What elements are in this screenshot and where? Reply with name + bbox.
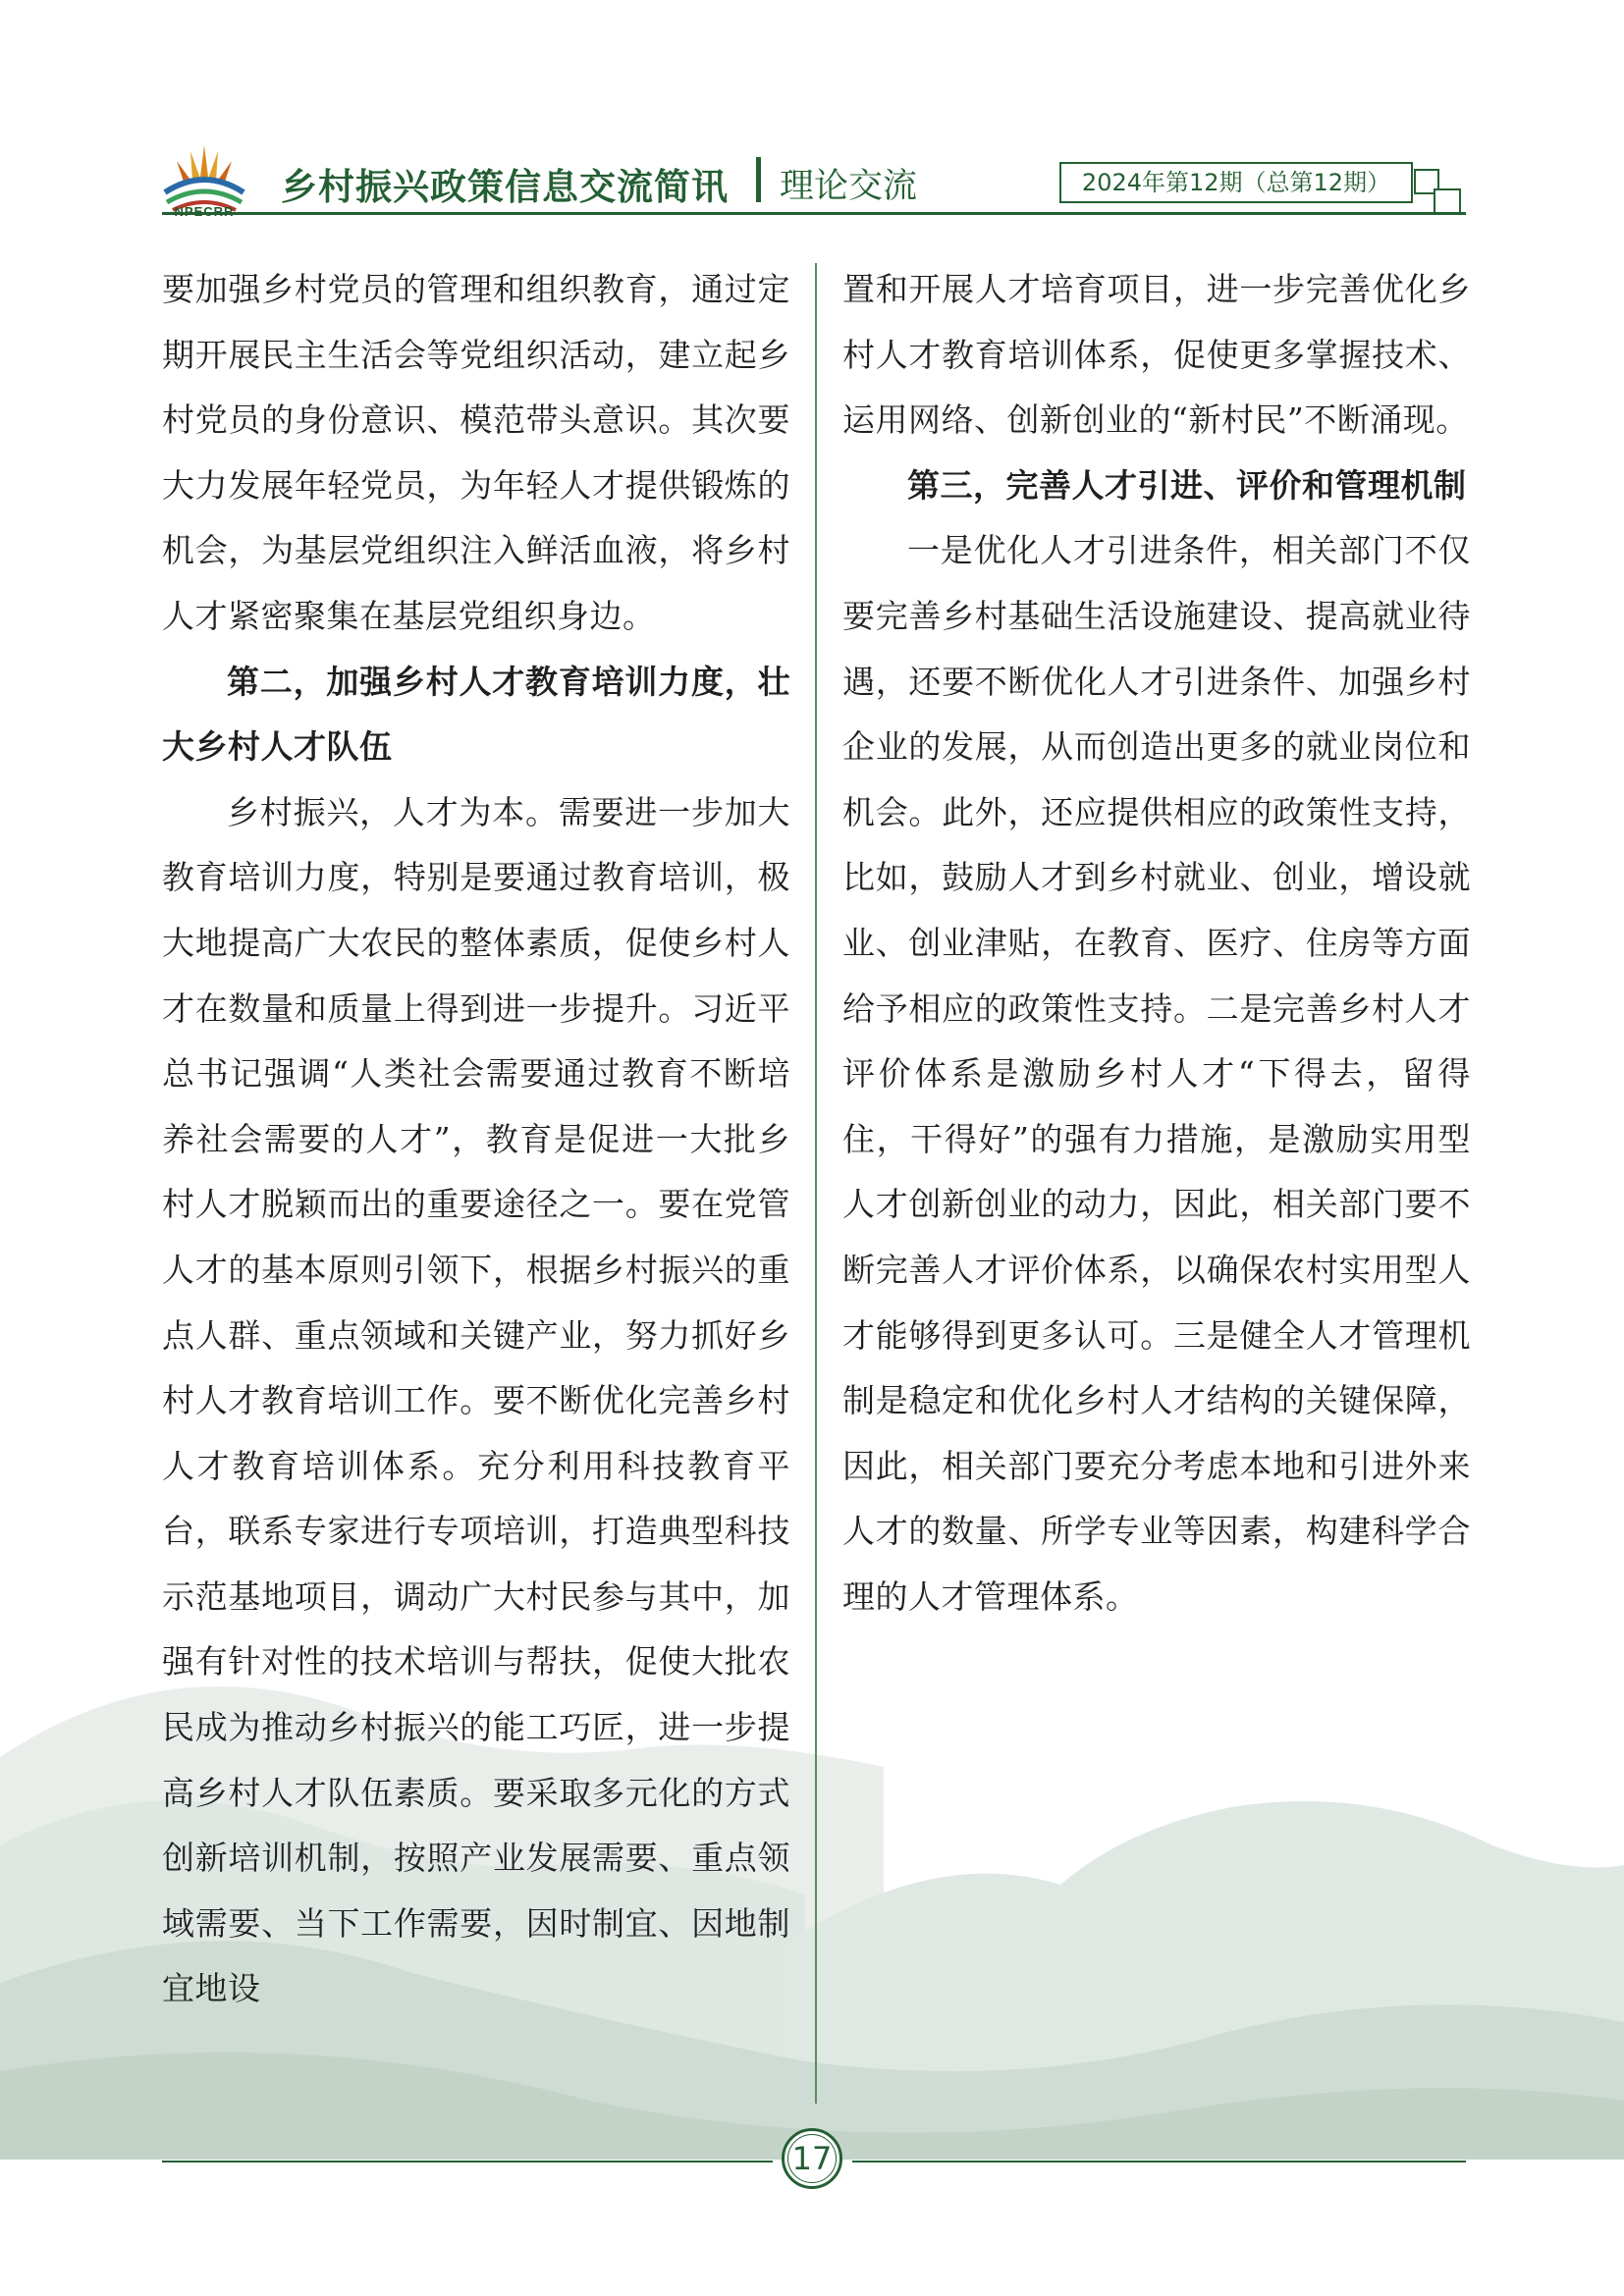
footer-rule-right	[852, 2161, 1466, 2163]
section-heading: 第三，完善人才引进、评价和管理机制	[907, 465, 1467, 505]
paragraph: 要加强乡村党员的管理和组织教育，通过定期开展民主生活会等党组织活动，建立起乡村党员的身份意识、模范带头意识。其次要大力发展年轻党员，为年轻人才提供锻炼的机会，为基层党组织注入鲜活血液，将乡村人才紧密聚集在基层党组织身边。	[162, 270, 790, 635]
publication-title: 乡村振兴政策信息交流简讯	[281, 166, 729, 208]
footer-rule-left	[162, 2161, 773, 2163]
section-heading: 第二，加强乡村人才教育培训力度，壮大乡村人才队伍	[162, 662, 790, 767]
paragraph: 一是优化人才引进条件，相关部门不仅要完善乡村基础生活设施建设、提高就业待遇，还要不断优化人才引进条件、加强乡村企业的发展，从而创造出更多的就业岗位和机会。此外，还应提供相应的政策性支持，比如，鼓励人才到乡村就业、创业，增设就业、创业津贴，在教育、医疗、住房等方面给予相应的政策性支持。二是完善乡村人才评价体系是激励乡村人才“下得去，留得住，干得好”的强有力措施，是激励实用型人才创新创业的动力，因此，相关部门要不断完善人才评价体系，以确保农村实用型人才能够得到更多认可。三是健全人才管理机制是稳定和优化乡村人才结构的关键保障，因此，相关部门要充分考虑本地和引进外来人才的数量、所学专业等因素，构建科学合理的人才管理体系。	[842, 531, 1471, 1616]
page-number: 17	[782, 2128, 842, 2189]
header-rule	[162, 212, 1466, 215]
section-name: 理论交流	[780, 167, 918, 206]
paragraph: 乡村振兴，人才为本。需要进一步加大教育培训力度，特别是要通过教育培训，极大地提高广大农民的整体素质，促使乡村人才在数量和质量上得到进一步提升。习近平总书记强调“人类社会需要通过教育不断培养社会需要的人才”，教育是促进一大批乡村人才脱颖而出的重要途径之一。要在党管人才的基本原则引领下，根据乡村振兴的重点人群、重点领域和关键产业，努力抓好乡村人才教育培训工作。要不断优化完善乡村人才教育培训体系。充分利用科技教育平台，联系专家进行专项培训，打造典型科技示范基地项目，调动广大村民参与其中，加强有针对性的技术培训与帮扶，促使大批农民成为推动乡村振兴的能工巧匠，进一步提高乡村人才队伍素质。要采取多元化的方式创新培训机制，按照产业发展需要、重点领域需要、当下工作需要，因时制宜、因地制宜地设	[162, 792, 790, 2008]
right-column	[842, 257, 1471, 1629]
left-column	[162, 257, 790, 2022]
column-divider	[815, 263, 817, 2104]
double-square-icon-inner	[1434, 188, 1461, 214]
paragraph: 置和开展人才培育项目，进一步完善优化乡村人才教育培训体系，促使更多掌握技术、运用网络、创新创业的“新村民”不断涌现。	[842, 270, 1471, 440]
issue-label: 2024年第12期（总第12期）	[1059, 162, 1413, 203]
page-header	[0, 0, 1624, 236]
title-separator	[756, 157, 761, 202]
